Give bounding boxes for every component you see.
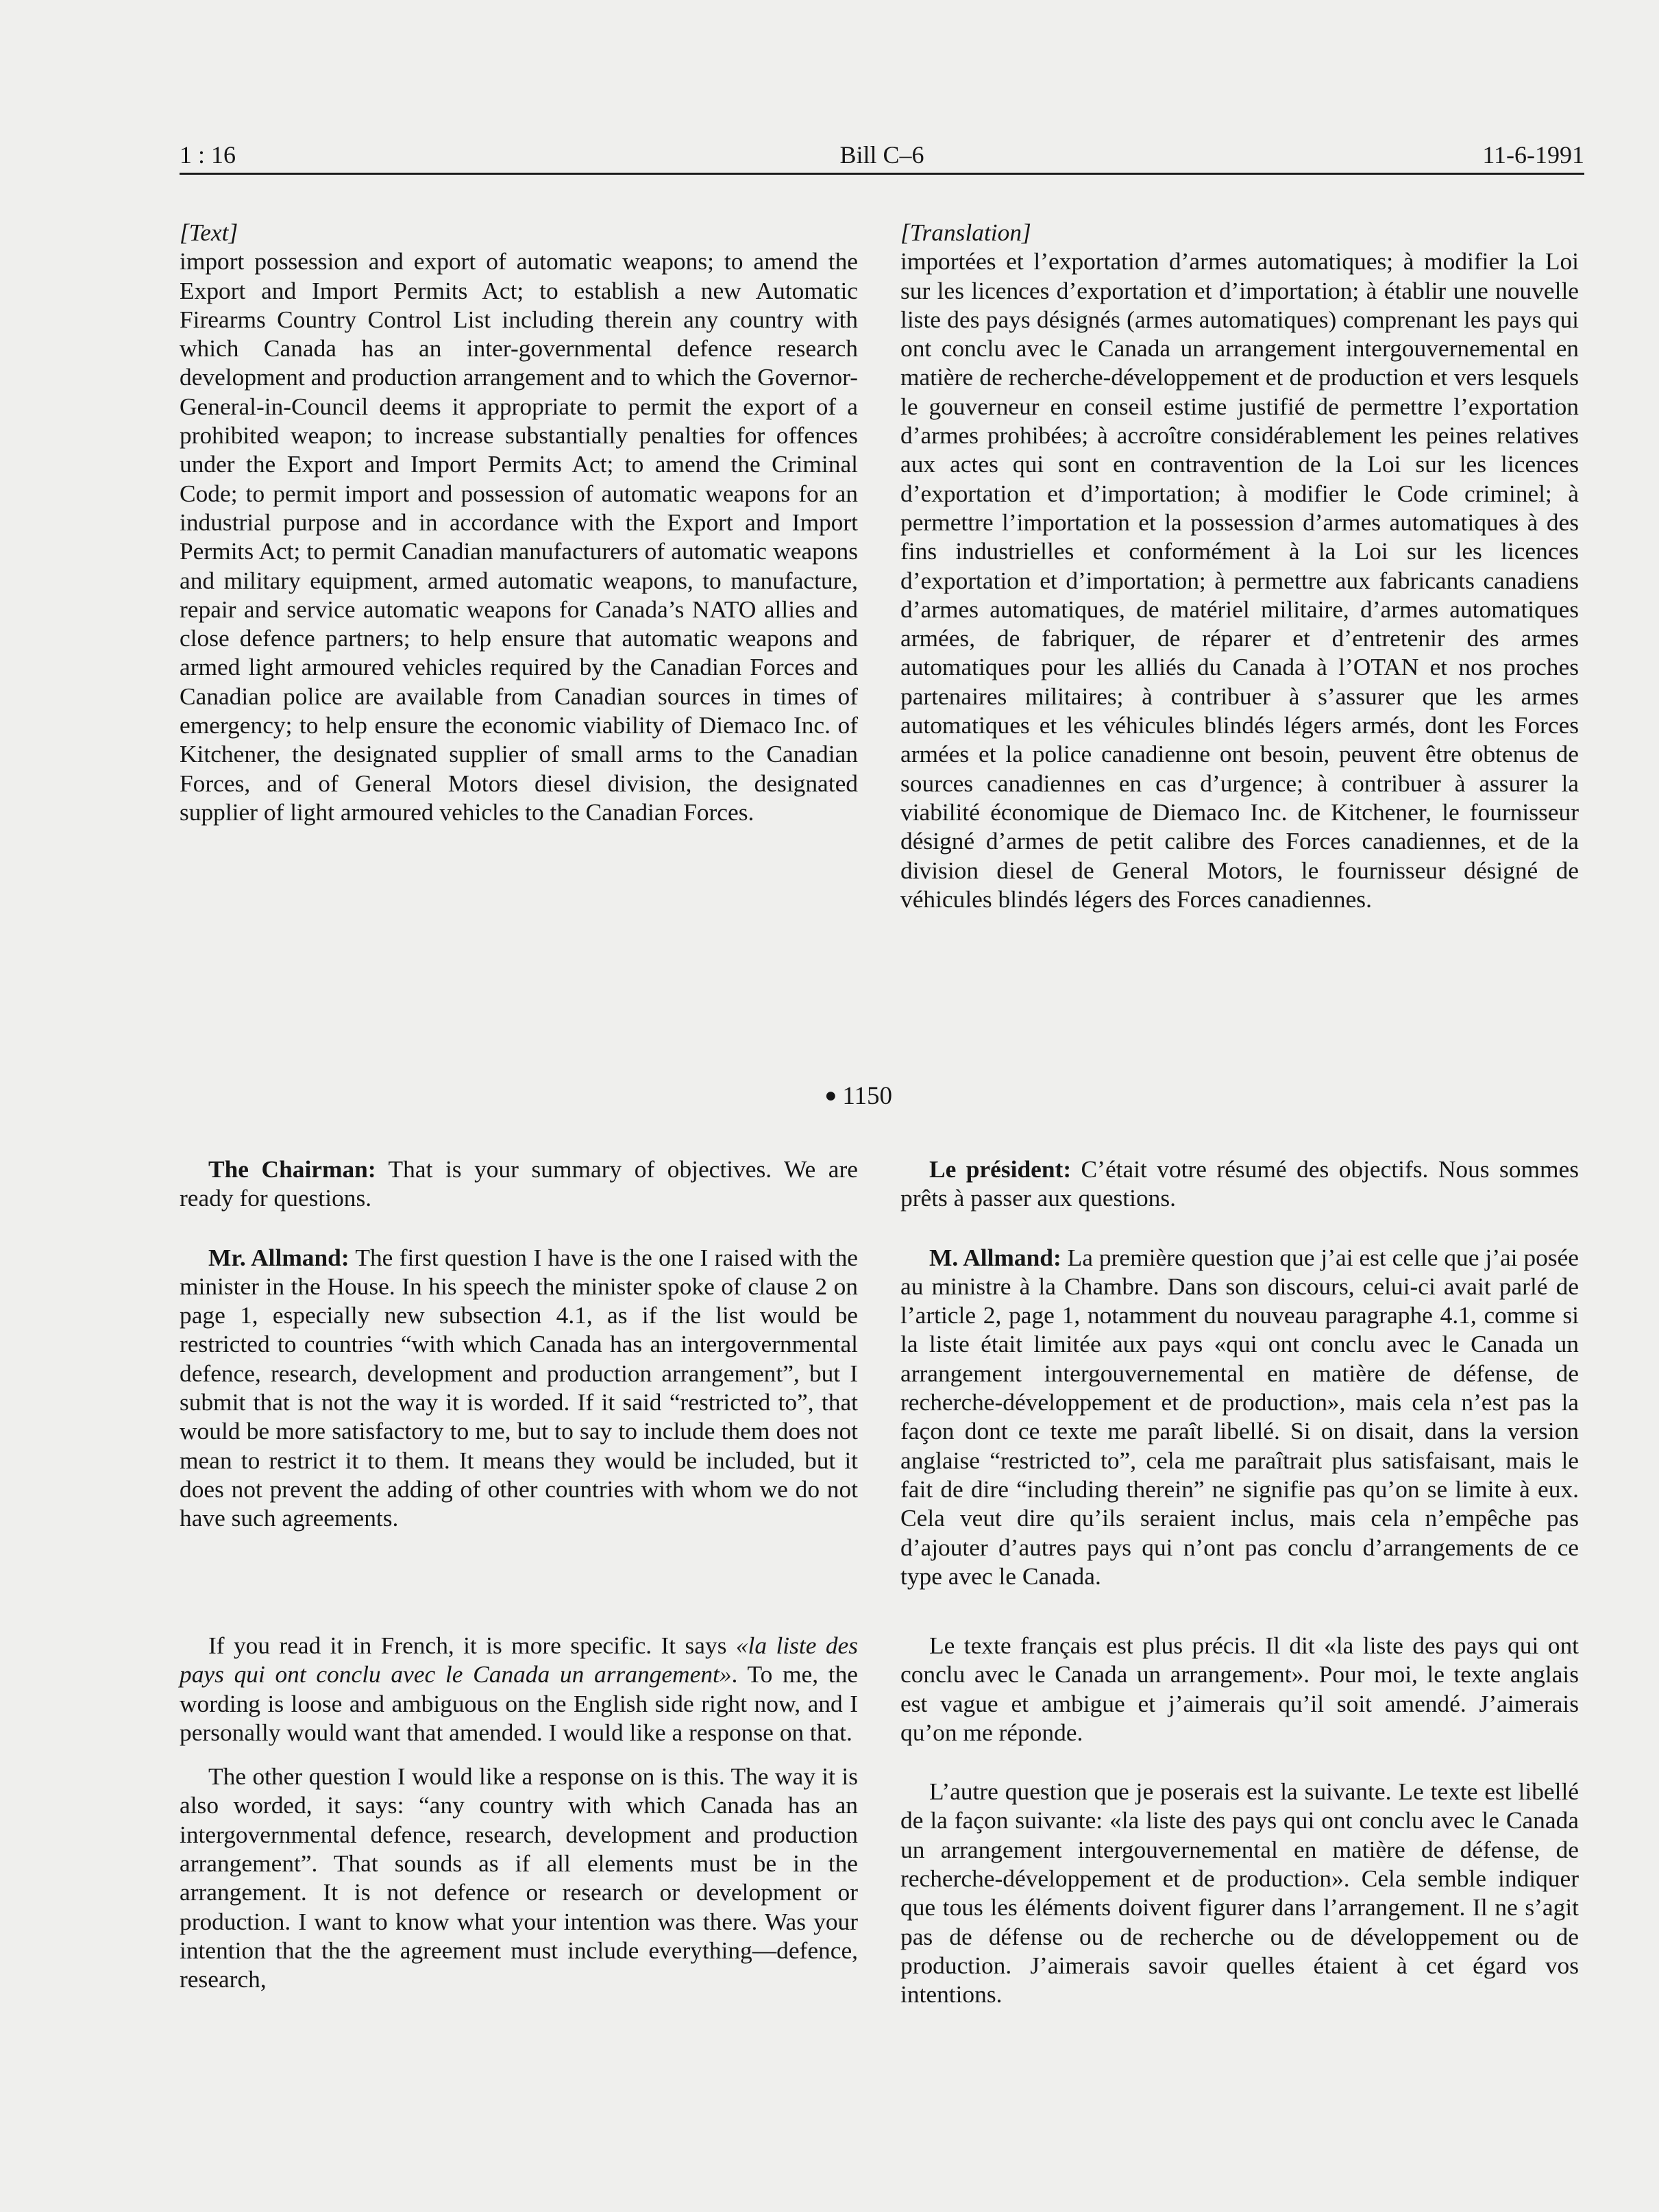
column-label-text: [Text] [180,219,238,246]
chairman-remark-fr [900,1155,1579,1213]
objectives-summary-en: import possession and export of automatic weapons; to amend the Export and Import Permits Act; to establish a new Automatic Firearms Country Control List including therein any country with which Canada has an inter-governmental defence research development and production arrangement and to which the Governor-General-in-Council deems it appropriate to permit the export of a prohibited weapon; to increase substantially penalties for offences under the Export and Import Permits Act; to amend the Criminal Code; to permit import and possession of automatic weapons for an industrial purpose and in accordance with the Export and Import Permits Act; to permit Canadian manufacturers of automatic weapons and military equipment, armed automatic weapons, to manufacture, repair and service automatic weapons for Canada’s NATO allies and close defence partners; to help ensure that automatic weapons and armed light armoured vehicles required by the Canadian Forces and Canadian police are available from Canadian sources in times of emergency; to help ensure the economic viability of Diemaco Inc. of Kitchener, the designated supplier of small arms to the Canadian Forces, and of General Motors diesel division, the designated supplier of light armoured vehicles to the Canadian Forces. [180,247,858,826]
page-header [180,140,1584,175]
french-speeches [900,1155,1579,1590]
bullet-icon: ● [824,1084,837,1107]
french-comparison-fr: Le texte français est plus précis. Il dit «la liste des pays qui ont conclu avec le Canada un arrangement». Pour moi, le texte anglais est vague et ambigue et j’aimerais qu’il soit amendé. J’aimerais qu’on me réponde. [900,1632,1579,1746]
allmand-remark-fr [900,1243,1579,1591]
french-comparison-en [180,1631,858,1747]
column-label-translation: [Translation] [900,219,1031,246]
chairman-remark-en [180,1155,858,1213]
english-continuation [180,1631,858,1994]
header-rule [180,173,1584,175]
timestamp-value: 1150 [842,1082,892,1110]
speaker-name: M. Allmand: [929,1243,1061,1271]
second-question-en: The other question I would like a response on is this. The way it is also worded, it says: “any country with which Canada has an intergovernmental defence, research, development and production arrangement”. That sounds as if all elements must be in the arrangement. It is not defence or research or development or production. I want to know what your intention was there. Was your intention that the the agreement must include everything—defence, research, [180,1762,858,1993]
bill-title: Bill C–6 [839,141,924,169]
timestamp-marker [802,1081,892,1111]
page-number: 1 : 16 [180,141,236,169]
english-speeches [180,1155,858,1533]
paragraph-text: If you read it in French, it is more specific. It says [208,1632,736,1659]
remark-text: La première question que j’ai est celle que j’ai posée au ministre à la Chambre. Dans son discours, celui-ci avait parlé de l’article 2, page 1, notamment du nouveau paragraphe 4.1, comme si la liste était limitée aux pays «qui ont conclu avec le Canada un arrangement intergouvernemental en matière de défense, de recherche-développement et de production», mais cela n’est pas la façon dont ce texte me paraît libellé. Si on disait, dans la version anglaise “restricted to”, cela me paraîtrait plus satisfaisant, mais le fait de dire “including therein” ne signifie pas qu’on se limite à eux. Cela veut dire qu’ils seraient inclus, mais cela n’empêche pas d’ajouter d’autres pays qui n’ont pas conclu d’arrangements de ce type avec le Canada. [900,1243,1579,1590]
allmand-remark-en [180,1243,858,1533]
french-continuation [900,1631,1579,2009]
speaker-name: Mr. Allmand: [208,1243,349,1271]
remark-text: C’était votre résumé des objectifs. Nous sommes prêts à passer aux questions. [900,1155,1580,1212]
french-quote: «la liste des pays qui ont conclu avec le Canada un arrangement» [180,1632,858,1688]
english-column [180,218,858,826]
speaker-name: Le président: [929,1155,1072,1183]
paragraph-text: . To me, the wording is loose and ambiguous on the English side right now, and I personally would want that amended. I would like a response on that. [180,1660,858,1746]
french-column [900,218,1579,913]
sitting-date: 11-6-1991 [1482,141,1584,169]
remark-text: The first question I have is the one I raised with the minister in the House. In his speech the minister spoke of clause 2 on page 1, especially new subsection 4.1, as if the list would be restricted to countries “with which Canada has an intergovernmental defence, research, development and production arrangement”, but I submit that is not the way it is worded. If it said “restricted to”, that would be more satisfactory to me, but to say to include them does not mean to restrict it to them. It means they would be included, but it does not prevent the adding of other countries with whom we do not have such agreements. [180,1243,859,1532]
objectives-summary-fr: importées et l’exportation d’armes automatiques; à modifier la Loi sur les licences d’exportation et d’importation; à établir une nouvelle liste des pays désignés (armes automatiques) comprenant les pays qui ont conclu avec le Canada un arrangement intergouvernemental en matière de recherche-développement et de production et vers lesquels le gouverneur en conseil estime justifié de permettre l’exportation d’armes prohibées; à accroître considérablement les peines relatives aux actes qui sont en contravention de la Loi sur les licences d’exportation et d’importation; à modifier le Code criminel; à permettre l’importation et la possession d’armes automatiques à des fins industrielles et conformément à la Loi sur les licences d’exportation et d’importation; à permettre aux fabricants canadiens d’armes automatiques, de matériel militaire, d’armes automatiques armées, de fabriquer, de réparer et d’entretenir des armes automatiques pour les alliés du Canada à l’OTAN et nos proches partenaires militaires; à contribuer à s’assurer que les armes automatiques et les véhicules blindés légers armés, dont les Forces armées et la police canadienne ont besoin, peuvent être obtenus de sources canadiennes en cas d’urgence; à contribuer à assurer la viabilité économique de Diemaco Inc. de Kitchener, le fournisseur désigné d’armes de petit calibre des Forces canadiennes, et de la division diesel de General Motors, le fournisseur désigné de véhicules blindés légers des Forces canadiennes. [900,247,1579,913]
second-question-fr: L’autre question que je poserais est la suivante. Le texte est libellé de la façon suivante: «la liste des pays qui ont conclu avec le Canada un arrangement intergouvernemental en matière de défense, de recherche-développement et de production». Cela semble indiquer que tous les éléments doivent figurer dans l’arrangement. Il ne s’agit pas de défense ou de recherche ou de développement ou de production. J’aimerais savoir quelles étaient à cet égard vos intentions. [900,1778,1579,2008]
remark-text: That is your summary of objectives. We are ready for questions. [180,1155,858,1212]
speaker-name: The Chairman: [208,1155,376,1183]
